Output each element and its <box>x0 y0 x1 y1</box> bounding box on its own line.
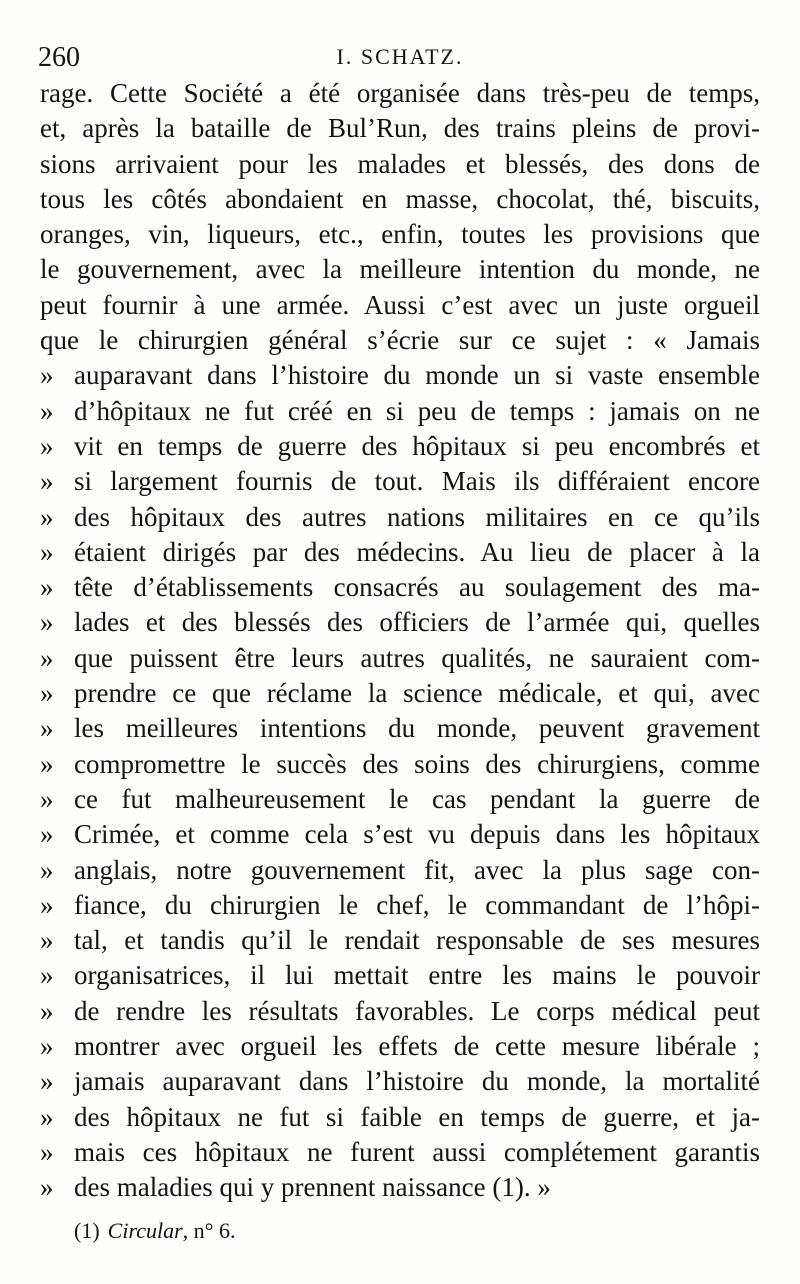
text-line: et, après la bataille de Bul’Run, des trains pleins de provi- <box>40 113 760 144</box>
footnote-number: (1) <box>74 1218 100 1243</box>
quote-text: Crimée, et comme cela s’est vu depuis dans les hôpitaux <box>74 819 760 850</box>
text-line: rage. Cette Société a été organisée dans très-peu de temps, <box>40 78 760 108</box>
quote-text: d’hôpitaux ne fut créé en si peu de temps : jamais on ne <box>74 395 760 426</box>
quote-mark: » <box>40 678 54 709</box>
quote-mark: » <box>40 925 54 956</box>
quote-mark: » <box>40 748 54 779</box>
quote-mark: » <box>40 501 54 532</box>
quote-mark: » <box>40 783 54 814</box>
quote-line <box>40 853 760 888</box>
quote-line <box>40 570 760 605</box>
quote-text: montrer avec orgueil les effets de cette mesure libérale ; <box>74 1031 760 1062</box>
quote-text: organisatrices, il lui mettait entre les mains le pouvoir <box>74 960 760 991</box>
quote-mark: » <box>40 466 54 497</box>
quote-line <box>40 429 760 464</box>
quote-line <box>40 394 760 429</box>
quote-line <box>40 1064 760 1099</box>
quote-mark: » <box>40 1136 54 1167</box>
quote-text: tête d’établissements consacrés au soulagement des ma- <box>74 572 760 603</box>
quote-mark: » <box>40 854 54 885</box>
quote-mark: » <box>40 360 54 391</box>
quote-text: de rendre les résultats favorables. Le corps médical peut <box>74 995 760 1026</box>
quote-mark: » <box>40 713 54 744</box>
text-line: peut fournir à une armée. Aussi c’est avec un juste orgueil <box>40 289 760 320</box>
quote-mark: » <box>40 889 54 920</box>
quote-line <box>40 535 760 570</box>
quote-line <box>40 817 760 852</box>
quote-text: si largement fournis de tout. Mais ils différaient encore <box>74 466 760 497</box>
quote-text: auparavant dans l’histoire du monde un si vaste ensemble <box>74 360 760 391</box>
quote-mark: » <box>40 960 54 991</box>
quote-line <box>40 605 760 640</box>
quote-text: vit en temps de guerre des hôpitaux si peu encombrés et <box>74 430 760 461</box>
quote-text: fiance, du chirurgien le chef, le commandant de l’hôpi- <box>74 889 760 920</box>
text-line: sions arrivaient pour les malades et blessés, des dons de <box>40 148 760 179</box>
quote-text: que puissent être leurs autres qualités, ne sauraient com- <box>74 642 760 673</box>
quote-mark: » <box>40 607 54 638</box>
quote-mark: » <box>40 819 54 850</box>
quote-text: les meilleures intentions du monde, peuvent gravement <box>74 713 760 744</box>
quote-line <box>40 500 760 535</box>
quote-line <box>40 676 760 711</box>
text-line: le gouvernement, avec la meilleure intention du monde, ne <box>40 254 760 285</box>
quote-text: anglais, notre gouvernement fit, avec la plus sage con- <box>74 854 760 885</box>
quote-mark: » <box>40 1066 54 1097</box>
body-text <box>40 76 760 1206</box>
paragraph <box>40 76 760 358</box>
text-line: oranges, vin, liqueurs, etc., enfin, toutes les provisions que <box>40 219 760 250</box>
quote-text: prendre ce que réclame la science médicale, et qui, avec <box>74 678 760 709</box>
quote-text: mais ces hôpitaux ne furent aussi complétement garantis <box>74 1136 760 1167</box>
quote-mark: » <box>40 430 54 461</box>
quote-text: des maladies qui y prennent naissance (1). » <box>74 1172 551 1203</box>
quote-mark: » <box>40 572 54 603</box>
quote-line <box>40 747 760 782</box>
quote-mark: » <box>40 395 54 426</box>
quote-line <box>40 358 760 393</box>
quote-text: compromettre le succès des soins des chirurgiens, comme <box>74 748 760 779</box>
text-line: que le chirurgien général s’écrie sur ce sujet : « Jamais <box>40 325 760 356</box>
quote-mark: » <box>40 995 54 1026</box>
footnote-rest: , n° 6. <box>182 1218 236 1243</box>
footnote <box>74 1218 235 1244</box>
quote-text: des hôpitaux des autres nations militaires en ce qu’ils <box>74 501 760 532</box>
quote-mark: » <box>40 1031 54 1062</box>
quote-line <box>40 1100 760 1135</box>
quote-line <box>40 711 760 746</box>
quote-line <box>40 464 760 499</box>
quote-text: lades et des blessés des officiers de l’armée qui, quelles <box>74 607 760 638</box>
quote-text: jamais auparavant dans l’histoire du monde, la mortalité <box>74 1066 760 1097</box>
quote-mark: » <box>40 1101 54 1132</box>
quote-mark: » <box>40 642 54 673</box>
quote-text: étaient dirigés par des médecins. Au lieu de placer à la <box>74 536 760 567</box>
quote-text: des hôpitaux ne fut si faible en temps de guerre, et ja- <box>74 1101 760 1132</box>
footnote-title: Circular <box>107 1218 183 1243</box>
page-number: 260 <box>38 42 80 73</box>
quote-line <box>40 994 760 1029</box>
quote-line <box>40 1029 760 1064</box>
quote-line <box>40 782 760 817</box>
quote-line <box>40 923 760 958</box>
quote-line <box>40 958 760 993</box>
running-head: I. SCHATZ. <box>336 44 464 69</box>
quote-text: tal, et tandis qu’il le rendait responsable de ses mesures <box>74 925 760 956</box>
quote-mark: » <box>40 1172 54 1203</box>
quote-line <box>40 641 760 676</box>
quote-mark: » <box>40 536 54 567</box>
text-line: tous les côtés abondaient en masse, chocolat, thé, biscuits, <box>40 183 760 214</box>
quote-line <box>40 888 760 923</box>
quote-line <box>40 1135 760 1170</box>
page-header <box>38 30 762 73</box>
quotation <box>40 358 760 1205</box>
quote-text: ce fut malheureusement le cas pendant la guerre de <box>74 783 760 814</box>
quote-line <box>40 1170 760 1205</box>
